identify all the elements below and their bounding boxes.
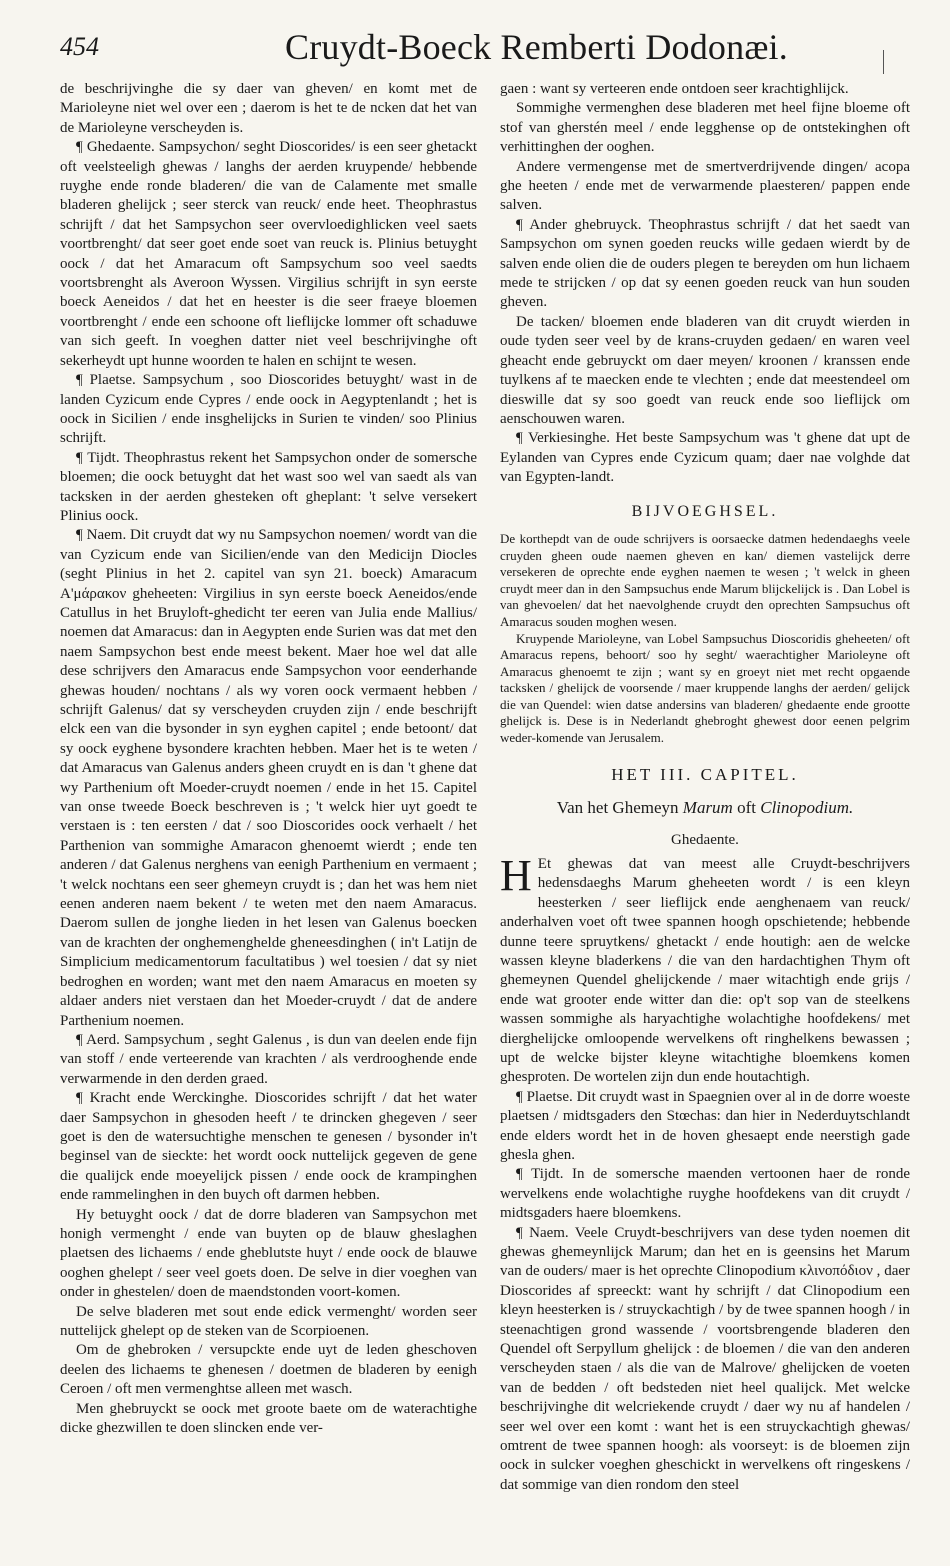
text-paragraph: ¶ Tijdt. Theophrastus rekent het Sampsychon onder de somersche bloemen; die oock betuyght dat het wast soo wel van saedt als van tacksken in der aerden ghesteken oft gheplant: 't selve versekert Plinius oock. (60, 449, 477, 524)
page-number: 454 (60, 32, 99, 61)
text-paragraph: de beschrijvinghe die sy daer van gheven/ en komt met de Marioleyne niet wel over een ; daerom is het te de ncken dat het van de Marioleyne verscheyden is. (60, 81, 477, 136)
book-page (60, 18, 912, 1548)
first-paragraph-text: Et ghewas dat van meest alle Cruydt-beschrijvers hedensdaeghs Marum gheheeten wordt / is een kleyn heesterken / seer lieflijck ende aenghenaem van reuck/ anderhalven voet oft twee spannen hoogh opschietende; hebbende dunne teere spruytkens/ ghetackt / ende houtigh: aen de welcke wassen kleyne bladerkens / die van den hardachtighen Thym oft ghemeynen Quendel ghelijckende / maer witachtigh ende grijs / ende wat grooter ende witter dan die: op't sop van de steelkens wassen sommighe als haryachtighe wolachtighe hoofdekens/ met dierghelijcke omloopende wervelkens oft ringhelkens bewassen ; upt de welcke bijster kleyne witachtighe bloemkens komen ghesproten. De wortelen zijn dun ende houtachtigh. (500, 855, 910, 1086)
text-paragraph: Om de ghebroken / versupckte ende uyt de leden gheschoven deelen des lichaems te ghenesen / doetmen de bladeren by eenigh Ceroen / oft men vermenghtse alleen met wasch. (60, 1342, 477, 1398)
text-paragraph: ¶ Aerd. Sampsychum , seght Galenus , is dun van deelen ende fijn van stoff / ende verteerende van krachten / als verdrooghende ende verwarmende in den derden graed. (60, 1031, 477, 1087)
text-paragraph: ¶ Kracht ende Werckinghe. Dioscorides schrijft / dat het water daer Sampsychon in ghesoden heeft / te drincken ghegeven / seer goet is den de watersuchtighe menschen te genesen / bysonder in't beginsel van de sieckte: het wordt oock nuttelijck gegeven de gene die qualijck ende moeyelijck pissen / ende oock de krampinghen ende rammelinghen in den buych oft darmen hebben. (60, 1090, 477, 1204)
text-paragraph: Andere vermengense met de smertverdrijvende dingen/ acopa ghe heeten / ende met de verwarmende plaesteren/ pappen ende salven. (500, 158, 910, 214)
addendum-paragraph: De korthepdt van de oude schrijvers is oorsaecke datmen hedendaeghs veele cruyden gheen oude naemen gheven en kan/ diemen vastelijck derre versekeren de oprechte ende eyghen naemen te wesen ; 't welck in gheen cruydt meer dan in den Sampsuchus ende Marum blijckelijck is . Dan Lobel is van ghevoelen/ dat het naevolghende cruydt den oprechten Sampsuchus oft Amaracus souden moghen wesen. (500, 530, 910, 629)
text-paragraph: ¶ Ander ghebruyck. Theophrastus schrijft / dat het saedt van Sampsychon om synen goeden reucks wille gedaen wierdt by de salven ende olien die de ouders plegen te bereyden om hun lichaem mede te strijcken / op dat sy eenen goeden reuck van hun souden gheven. (500, 216, 910, 311)
page-edge-mark (883, 50, 884, 74)
left-column (60, 80, 477, 1540)
text-paragraph: ¶ Ghedaente. Sampsychon/ seght Dioscorides/ is een seer ghetackt oft veelsteeligh ghewas / langhs der aerden kruypende/ hebbende ruyghe ende ronde bladeren/ die van de Calamente met smalle bladeren ghelijck ; seer sterck van reuck/ ende heet. Theophrastus schrijft / dat het Sampsychon seer overvloedighlicken veel saets voortbrenght/ dat seer goet ende soet van reuck is. Plinius betuyght oock / dat het Amaracum oft Sampsychum soo veel saedts voortsbrenght als Averoon Wyssen. Virgilius schrijft in syn eerste boeck Aeneidos / dat het en heester is die seer fraeye bloemen voortbrenght / ende een schoone oft lieflijcke lommer oft schaduwe van sich geeft. In voeghen datter niet veel beschrijvinghe oft sekerheydt upt hunne woorden te halen en schijnt te wesen. (60, 139, 477, 369)
text-paragraph: Men ghebruyckt se oock met groote baete om de waterachtighe dicke ghezwillen te doen slincken ende ver- (60, 1400, 477, 1437)
chapter-title-mid: oft (737, 798, 756, 818)
text-paragraph: Hy betuyght oock / dat de dorre bladeren van Sampsychon met honigh vermenght / ende van buyten op de blauw gheslaghen plaetsen des lichaems / ende gheblutste huyt / ende oock de blauwe ooghen ghelept / seer veel goets doen. De selve in dier voeghen van onder in ghestelen/ doen de maendstonden voort-komen. (60, 1206, 477, 1301)
chapter-title-clinopodium: Clinopodium. (760, 798, 854, 818)
text-paragraph: De selve bladeren met sout ende edick vermenght/ worden seer nuttelijck ghelept op de steken van de Scorpioenen. (60, 1303, 477, 1339)
text-paragraph: ¶ Naem. Veele Cruydt-beschrijvers van dese tyden noemen dit ghewas ghemeynlijck Marum; dan het en is geensins het Marum van de ouders/ maer is het oprechte Clinopodium κλινοπόδιον , daer Dioscorides af spreeckt: want hy schrijft / dat Clinopodium een kleyn heesterken is / struyckachtigh / by de twee spannen hoogh / in steenachtigen grond wassende / voortsbrengende bladeren den Quendel oft Serpyllum ghelijck : de bloemen / die van den anderen verscheyden staen / als die van de Malrove/ ghelijcken de voeten van de bedden / oft bedsteden niet heel qualijck. Met welcke beschrijvinghe dit welcriekende cruydt / daer wy nu af handelen / seer wel over een komt : want het is een struyckachtigh ghewas/ omtrent de twee spannen hoogh: als voorseyt: is de bloemen zijn oock in sulcker voeghen gheschickt in wervelkens oft ringeskens / dat sommige van dien rondom den steel (500, 1224, 910, 1493)
text-paragraph: ¶ Plaetse. Dit cruydt wast in Spaegnien over al in de dorre woeste plaetsen / midtsgaders den Stœchas: dan hier in Nederduytschlandt ende elders wordt het in de hoven ghesaept ende neerstigh gade ghesla ghen. (500, 1088, 910, 1163)
drop-cap: H (500, 850, 532, 900)
page-header (60, 18, 912, 74)
text-paragraph: Sommighe vermenghen dese bladeren met heel fijne bloeme oft stof van gherstén meel / ende legghense op de ontstekinghen oft verhittinghen der ooghen. (500, 100, 910, 156)
addendum-paragraph: Kruypende Marioleyne, van Lobel Sampsuchus Dioscoridis gheheeten/ oft Amaracus repens, behoort/ soo hy seght/ waerachtigher Marioleyne oft Amaracus ghenoemt te zijn ; want sy en groeyt niet met recht opgaende tacksken / ghelijck de voorsende / maer kruppende langhs der aerden/ gelijck die van Quendel: wien datse andersins van bladeren/ ghedaente ende grootte ghelijck is. Dese is in Nederlandt ghebroght ghewest door eenen pelgrim weder-komende van Jerusalem. (500, 630, 910, 746)
right-column (500, 80, 910, 1540)
chapter-title-prefix: Van het Ghemeyn (556, 798, 679, 818)
chapter-title-marum: Marum (682, 798, 733, 818)
text-paragraph: gaen : want sy verteeren ende ontdoen seer krachtighlijck. (500, 81, 849, 97)
text-paragraph: ¶ Naem. Dit cruydt dat wy nu Sampsychon noemen/ wordt van die van Cyzicum ende van Sicilien/ende van den Medicijn Diocles (seght Plinius in het 2. capitel van syn 21. boeck) Amaracum Α'μάρακον gheheeten: Virgilius in syn eerste boeck Aeneidos/ende Catullus in het Bruyloft-ghedicht ter eeren van Julia ende Mallius/ noemen dat Amaracus: dan in Aegypten ende Surien was dat met den naem Sampsychon best ende meest bekent. Maer hoe wel dat alle dese schrijvers den Amaracus ende Sampsychon voor eenderhande ghewas houden/ nochtans / als wy voren oock vermaent hebben / schrijft Galenus/ dat sy verscheyden cruyden zijn / ende beschrijft elck een van die bysonder in syn eyghen capitel ; ende betoont/ dat sy oock eyghene bysondere krachten hebben. Maer het is te weten / dat Amaracus van Galenus anders gheen cruydt en is dan 't ghene dat wy Parthenium oft Moeder-cruydt noemen / ende in het 15. Capitel van onse tweede Boeck beschreven is ; 't welck hier uyt goedt te verstaen is : ten eersten / dat / soo Dioscorides oock verhaelt / het Parthenion van sommighe Amaracon ghenoemt wierdt ; ende ten anderen / dat Galenus nerghens van eenigh Parthenium en vermaent ; 't welck nochtans een seer ghemeyn cruydt is ; dan het was hem niet eenen anderen naem bekent / te weten met den naem Amaracus. Daerom sullen de jonghe lieden in het lesen van Galenus boecken van de krachten der onghemenghelde gheneesdinghen ( in't Latijn de Simplicium medicamentorum facultatibus ) wel toesien / dat sy niet bedroghen en worden; want met den naem Amaracus en moeten sy aldaer anders niet verstaen dan het Moeder-cruydt / dat de andere Parthenium noemen. (60, 527, 477, 1029)
chapter-title (500, 798, 910, 817)
chapter-heading: HET III. CAPITEL. (611, 764, 799, 784)
text-paragraph: ¶ Verkiesinghe. Het beste Sampsychum was 't ghene dat upt de Eylanden van Cypres ende Cyzicum quam; daer nae volghde dat van Egypten-landt. (500, 430, 910, 486)
bijvoeghsel-heading: BIJVOEGHSEL. (631, 502, 779, 520)
text-paragraph: ¶ Plaetse. Sampsychum , soo Dioscorides betuyght/ wast in de landen Cyzicum ende Cypres / ende oock in Aegyptenlandt ; het is oock in Sicilien / ende insghelijcks in Surien te vinden/ soo Plinius schrijft. (60, 372, 477, 447)
section-label: Ghedaente. (671, 832, 739, 849)
text-paragraph: ¶ Tijdt. In de somersche maenden vertoonen haer de ronde wervelkens ende wolachtighe ruyghe hoofdekens van dit cruydt / midtsgaders haere bloemkens. (500, 1166, 910, 1222)
running-title: Cruydt-Boeck Remberti Dodonæi. (285, 27, 788, 67)
column-divider (488, 80, 489, 1480)
chapter-first-paragraph (500, 850, 910, 1088)
text-paragraph: De tacken/ bloemen ende bladeren van dit cruydt wierden in oude tyden seer veel by de krans-cruyden gedaen/ en waren veel gheacht ende gebruyckt om daer meyen/ kroonen / kranssen ende tuylkens af te maecken ende te vlechten ; ende dat meestendeel om dieswille dat sy soo goedt van reuck ende soo lieflijck om aenschouwen waren. (500, 313, 910, 427)
